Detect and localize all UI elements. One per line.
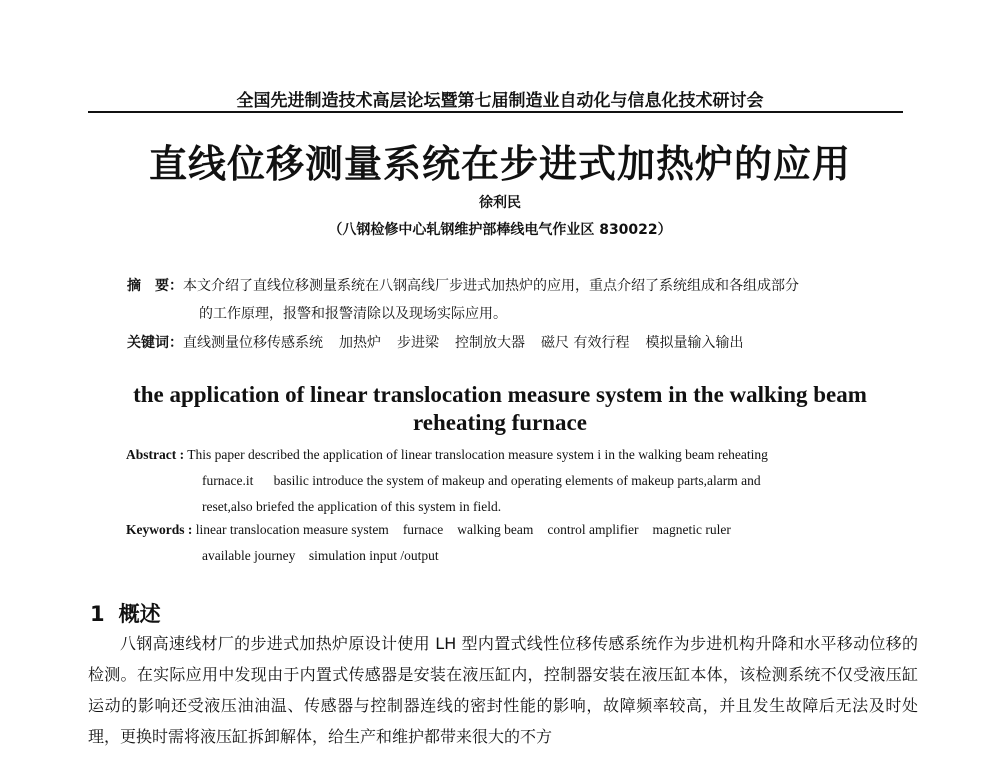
chinese-abstract — [127, 272, 887, 328]
english-title-line-1: the application of linear translocation measure system in the walking beam — [133, 382, 867, 407]
english-abstract-label: Abstract : — [126, 447, 185, 462]
english-keywords-label: Keywords : — [126, 522, 193, 537]
section-number: 1 — [90, 602, 105, 626]
english-keyword: walking beam — [457, 522, 534, 537]
chinese-keyword: 加热炉 — [339, 335, 381, 351]
paper-title: 直线位移测量系统在步进式加热炉的应用 — [148, 141, 851, 186]
english-title — [0, 381, 1000, 437]
chinese-keyword: 控制放大器 — [455, 335, 525, 351]
english-abstract-text-1: This paper described the application of linear translocation measure system i in the walking beam reheating — [184, 447, 768, 462]
english-keywords-line-1 — [126, 517, 886, 543]
chinese-keyword: 模拟量输入输出 — [645, 335, 744, 351]
english-keywords-line-2: available journey simulation input /output — [202, 548, 439, 563]
chinese-abstract-text-1: 本文介绍了直线位移测量系统在八钢高线厂步进式加热炉的应用，重点介绍了系统组成和各组成部分 — [183, 278, 799, 294]
english-keyword: furnace — [402, 522, 444, 537]
english-title-line-2: reheating furnace — [413, 410, 587, 435]
english-keyword: linear translocation measure system — [195, 522, 389, 537]
english-keywords — [126, 517, 886, 569]
chinese-keyword: 磁尺 有效行程 — [541, 335, 630, 351]
header-rule — [88, 111, 903, 113]
chinese-keyword: 步进梁 — [397, 335, 439, 351]
section-heading — [90, 598, 161, 628]
english-keyword: control amplifier — [547, 522, 639, 537]
english-abstract — [126, 442, 886, 520]
english-keyword: magnetic ruler — [652, 522, 731, 537]
chinese-abstract-line-1 — [127, 272, 887, 300]
chinese-abstract-label: 摘 要： — [127, 278, 183, 294]
english-abstract-text-2: furnace.it basilic introduce the system of makeup and operating elements of makeup parts,alarm and — [202, 473, 761, 488]
chinese-abstract-text-2: 的工作原理，报警和报警清除以及现场实际应用。 — [199, 306, 507, 322]
section-body — [88, 628, 918, 752]
section-title: 概述 — [118, 602, 161, 626]
author: 徐利民 — [479, 195, 521, 211]
chinese-keywords — [127, 333, 907, 353]
affiliation: （八钢检修中心轧钢维护部棒线电气作业区 830022） — [328, 222, 672, 238]
english-abstract-text-3: reset,also briefed the application of this system in field. — [202, 499, 502, 514]
conference-header: 全国先进制造技术高层论坛暨第七届制造业自动化与信息化技术研讨会 — [236, 91, 764, 111]
chinese-keyword: 直线测量位移传感系统 — [183, 335, 323, 351]
body-paragraph: 八钢高速线材厂的步进式加热炉原设计使用 LH 型内置式线性位移传感系统作为步进机构升降和水平移动位移的检测。在实际应用中发现由于内置式传感器是安装在液压缸内，控制器安装在液压缸本体，该检测系统不仅受液压缸运动的影响还受液压油油温、传感器与控制器连线的密封性能的影响，故障频率较高，并且发生故障后无法及时处理，更换时需将液压缸拆卸解体，给生产和维护都带来很大的不方 — [88, 634, 918, 746]
chinese-keywords-label: 关键词： — [127, 335, 183, 351]
english-abstract-line-1 — [126, 442, 886, 468]
